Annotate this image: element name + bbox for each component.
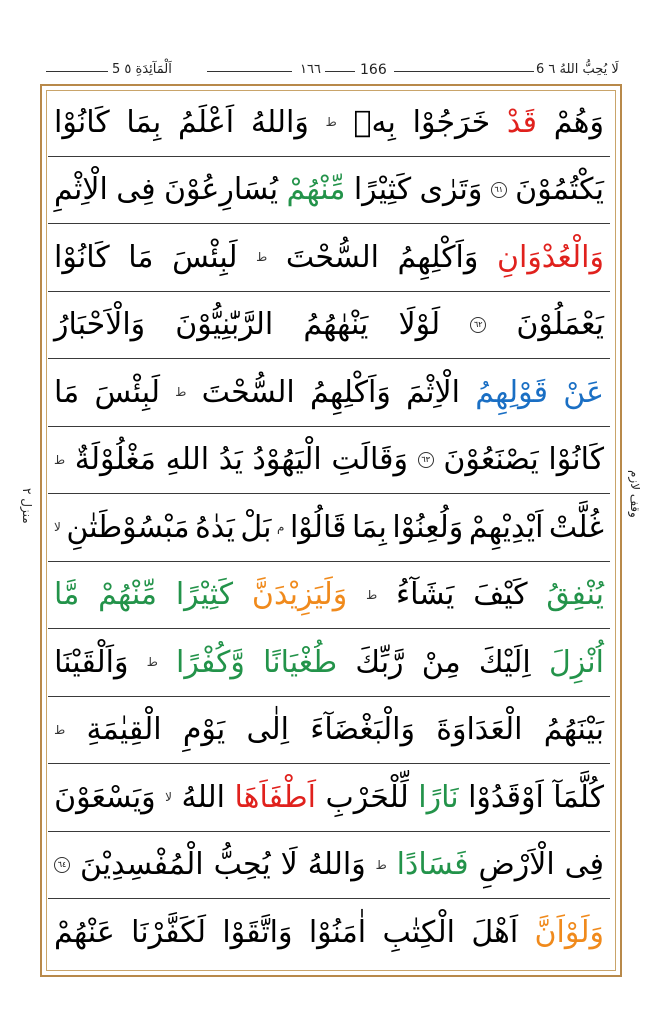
verse-line: [48, 629, 610, 697]
verse-word: قَالُوْا: [289, 509, 347, 545]
waqf-lazim-marker: وقف لازم: [628, 470, 642, 518]
verse-word: وَيَسْعَوْنَ: [54, 779, 156, 815]
verse-word: وَاللهُ: [250, 104, 309, 140]
verse-word: اَعْلَمُ: [177, 104, 235, 140]
verse-word: الْمُفْسِدِيْنَ: [79, 847, 204, 883]
verse-word: لَكَفَّرْنَا: [131, 915, 207, 951]
verse-line: [48, 157, 610, 225]
verse-word: مَا: [128, 239, 154, 275]
verse-line: [48, 359, 610, 427]
page-number-arabic: ١٦٦: [300, 62, 321, 77]
verse-word: يَوْمِ: [182, 712, 226, 748]
verse-word: الْاِثْمِ: [54, 172, 108, 208]
verse-word: عَنْ: [563, 374, 604, 410]
verse-word: لِّلْحَرْبِ: [325, 779, 409, 815]
verse-word: وَالْاَحْبَارُ: [54, 307, 146, 343]
verse-word: الْاِثْمَ: [406, 374, 460, 410]
verse-word: فَسَادًا: [396, 847, 469, 883]
verse-word: يَكْتُمُوْنَ: [515, 172, 604, 208]
verse-word: وَقَالَتِ: [331, 442, 408, 478]
verse-word: خَرَجُوْا: [412, 104, 491, 140]
waqf-mark: ط: [175, 385, 187, 400]
verse-word: مَا: [54, 374, 80, 410]
verse-word: بِمَا: [351, 509, 387, 545]
verse-word: لَبِئْسَ: [94, 374, 160, 410]
header-rule: [207, 71, 292, 72]
verse-word: اَوْقَدُوْا: [468, 779, 544, 815]
header-rule: [394, 71, 534, 72]
verse-word: وَاَلْقَيْنَا: [54, 644, 129, 680]
verse-word: مَغْلُوْلَةٌ: [74, 442, 156, 478]
manzil-marker: منزل ٢: [20, 488, 34, 524]
verse-word: رَّبِّكَ: [355, 644, 404, 680]
verse-word: الْعَدَاوَةَ: [436, 712, 523, 748]
verse-word: وَالْعُدْوَانِ: [496, 239, 604, 275]
verse-word: يَشَآءُ: [396, 577, 455, 613]
verse-word: وَتَرٰى: [419, 172, 483, 208]
verse-word: وَاللهُ: [307, 847, 366, 883]
verse-word: الْيَهُوْدُ: [252, 442, 322, 478]
verse-word: لَوْلَا: [398, 307, 441, 343]
ayah-end-marker: ٦٤: [54, 857, 70, 873]
verse-word: كَانُوْا: [54, 239, 110, 275]
verse-word: غُلَّتْ: [548, 509, 604, 545]
waqf-mark: ط: [54, 722, 66, 737]
verse-word: لَبِئْسَ: [172, 239, 238, 275]
verse-word: اللهِ: [165, 442, 210, 478]
verse-word: السُّحْتَ: [201, 374, 295, 410]
verse-word: يُنْفِقُ: [546, 577, 604, 613]
verse-word: وَّكُفْرًا: [176, 644, 245, 680]
verse-word: بِهٖ: [353, 104, 396, 140]
verse-word: قَوْلِهِمُ: [475, 374, 548, 410]
waqf-mark: م: [277, 520, 285, 535]
verse-word: الْقِيٰمَةِ: [86, 712, 162, 748]
verse-word: وَلُعِنُوْا: [392, 509, 464, 545]
verse-word: مِّنْهُمْ: [286, 172, 346, 208]
verse-word: يَصْنَعُوْنَ: [443, 442, 539, 478]
verse-word: وَلَيَزِيْدَنَّ: [251, 577, 348, 613]
verse-word: وَلَوْاَنَّ: [534, 915, 604, 951]
verse-line: [48, 427, 610, 495]
verse-word: وَالْبَغْضَآءَ: [310, 712, 415, 748]
verse-word: اُنْزِلَ: [548, 644, 604, 680]
page-number: 166: [360, 62, 387, 78]
verse-word: كَثِيْرًا: [175, 577, 234, 613]
verse-word: السُّحْتَ: [285, 239, 379, 275]
verse-word: يُحِبُّ: [213, 847, 271, 883]
header-rule: [325, 71, 355, 72]
verse-word: اللهُ: [181, 779, 226, 815]
verse-word: كَانُوْا: [54, 104, 110, 140]
surah-name-left: 5 اَلْمَآئِدَةِ ٥: [112, 62, 172, 77]
verse-word: كَانُوْا: [548, 442, 604, 478]
verse-word: يَدُ: [218, 442, 243, 478]
verse-word: بِمَا: [126, 104, 162, 140]
waqf-mark: ط: [375, 857, 387, 872]
verse-word: فِى: [564, 847, 604, 883]
verse-word: يَعْمَلُوْنَ: [516, 307, 604, 343]
verse-word: اٰمَنُوْا: [308, 915, 367, 951]
verse-word: قَدْ: [506, 104, 537, 140]
verse-word: يَدٰهُ: [195, 509, 235, 545]
verse-line: [48, 562, 610, 630]
verse-line: [48, 899, 610, 967]
juz-name-right: 6 لَا يُحِبُّ اللهُ ٦: [536, 62, 619, 77]
waqf-mark: ط: [325, 115, 337, 130]
verse-word: كُلَّمَآ: [553, 779, 604, 815]
verse-word: الْاَرْضِ: [478, 847, 555, 883]
verse-line: [48, 224, 610, 292]
waqf-mark: لا: [165, 790, 173, 805]
verse-word: الْكِتٰبِ: [382, 915, 455, 951]
verse-word: فِى: [116, 172, 156, 208]
verse-line: [48, 89, 610, 157]
verse-line: [48, 764, 610, 832]
verse-word: اِلٰى: [246, 712, 289, 748]
verse-word: وَاَكْلِهِمُ: [310, 374, 391, 410]
verse-word: اَهْلَ: [471, 915, 519, 951]
verse-word: وَاتَّقَوْا: [222, 915, 293, 951]
verse-word: مِّنْهُمْ: [98, 577, 157, 613]
verse-word: كَيْفَ: [473, 577, 528, 613]
verse-word: وَاَكْلِهِمُ: [397, 239, 479, 275]
waqf-mark: ط: [366, 587, 378, 602]
waqf-mark: لا: [54, 520, 61, 535]
verse-word: نَارًا: [418, 779, 459, 815]
verse-word: الرَّبّٰنِيُّوْنَ: [175, 307, 274, 343]
verse-line: [48, 292, 610, 360]
ayah-end-marker: ٦٢: [470, 317, 486, 333]
verse-line: [48, 832, 610, 900]
verse-line: [48, 494, 610, 562]
verse-word: لَا: [280, 847, 298, 883]
verse-word: مَّا: [54, 577, 80, 613]
waqf-mark: ط: [146, 655, 158, 670]
verse-word: بَيْنَهُمُ: [543, 712, 604, 748]
verse-word: بَلْ: [240, 509, 272, 545]
verse-word: يَنْهٰهُمُ: [303, 307, 369, 343]
verse-word: اَطْفَاَهَا: [234, 779, 317, 815]
verse-word: اَيْدِيْهِمْ: [468, 509, 544, 545]
header-rule: [46, 71, 108, 72]
verse-word: اِلَيْكَ: [478, 644, 531, 680]
verse-word: يُسَارِعُوْنَ: [163, 172, 279, 208]
verse-line: [48, 697, 610, 765]
verse-word: مِنْ: [421, 644, 461, 680]
verse-word: وَهُمْ: [553, 104, 604, 140]
page-header: [42, 58, 624, 84]
verse-word: كَثِيْرًا: [353, 172, 412, 208]
waqf-mark: ط: [54, 452, 66, 467]
waqf-mark: ط: [256, 250, 268, 265]
ayah-end-marker: ٦٣: [418, 452, 434, 468]
verse-word: عَنْهُمْ: [54, 915, 115, 951]
ayah-end-marker: ٦١: [491, 182, 507, 198]
verse-word: مَبْسُوْطَتٰنِ: [66, 509, 190, 545]
verse-word: طُغْيَانًا: [263, 644, 338, 680]
